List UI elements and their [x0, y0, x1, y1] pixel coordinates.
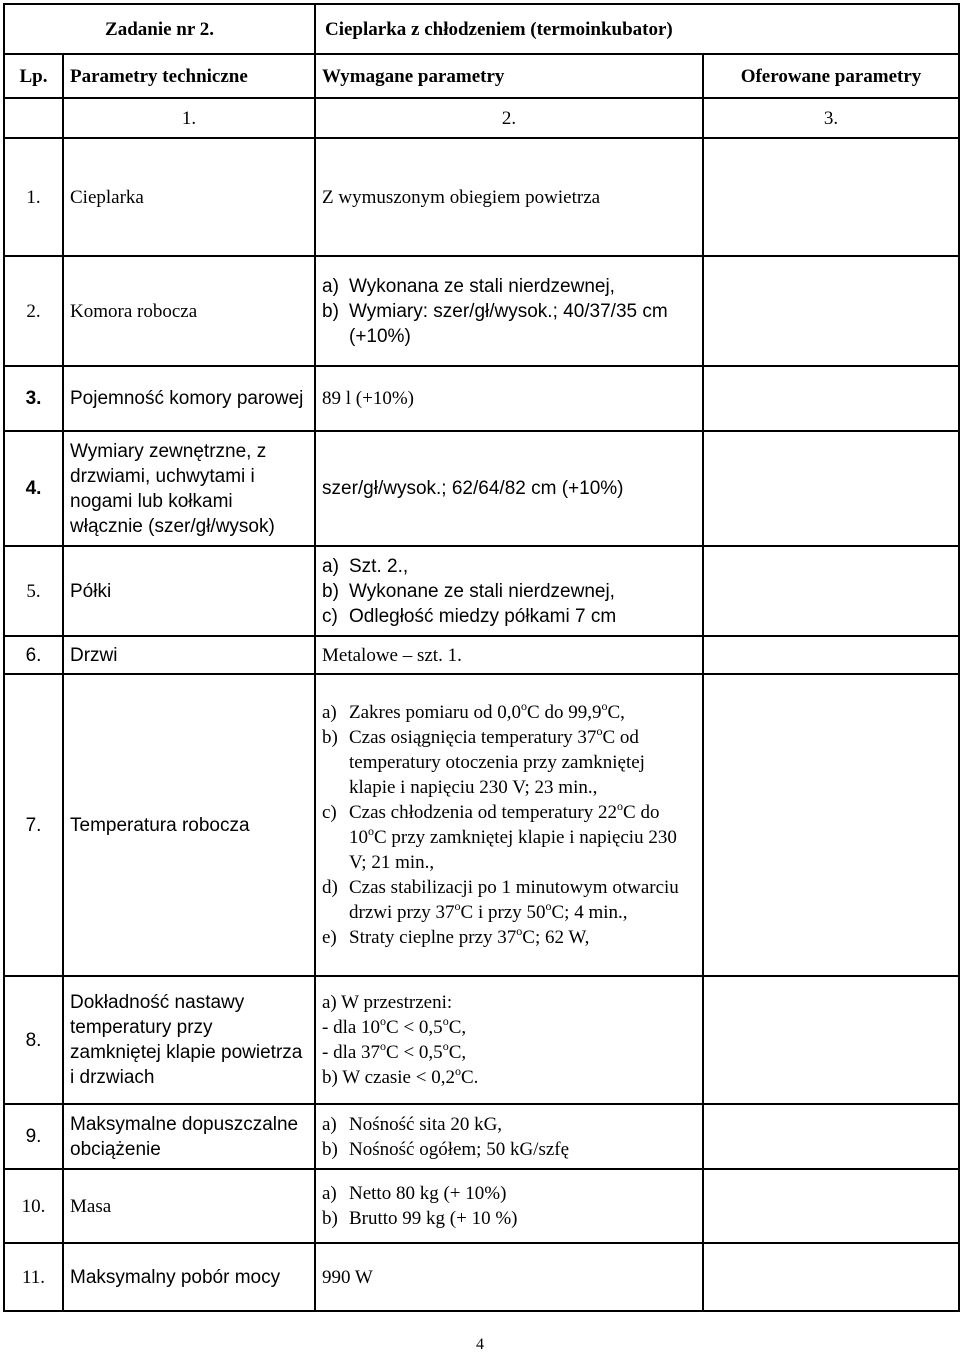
row-number: 10.	[4, 1169, 63, 1243]
list-item: e) Straty cieplne przy 37$^o$C; 62 W,	[322, 924, 590, 948]
list-item: d) Czas stabilizacji po 1 minutowym otwarciu drzwi przy 37$^o$C i przy 50$^o$C; 4 min.,	[322, 877, 679, 923]
table-row	[4, 636, 959, 674]
column-numbers-row	[4, 98, 959, 138]
col-number-blank	[4, 98, 63, 138]
row-param: Półki	[63, 546, 315, 636]
col-header-lp: Lp.	[4, 54, 63, 98]
table-row	[4, 674, 959, 976]
row-number: 2.	[4, 256, 63, 366]
table-row	[4, 1104, 959, 1169]
list-item: b) W czasie < $0,2^oC$.	[322, 1064, 479, 1088]
row-number: 5.	[4, 546, 63, 636]
device-title: Cieplarka z chłodzeniem (termoinkubator)	[315, 4, 959, 54]
row-offered[interactable]	[703, 546, 959, 636]
col-number-1: 1.	[63, 98, 315, 138]
row-offered[interactable]	[703, 138, 959, 256]
page-number: 4	[476, 1336, 484, 1353]
row-required: szer/gł/wysok.; 62/64/82 cm (+10%)	[315, 431, 703, 546]
row-number: 11.	[4, 1243, 63, 1311]
list-item: a) Zakres pomiaru od 0,0$^o$C do 99,9$^o$C,	[322, 699, 625, 723]
header-row	[4, 4, 959, 54]
row-param: Komora robocza	[63, 256, 315, 366]
row-param: Drzwi	[63, 636, 315, 674]
row-required	[315, 256, 703, 366]
row-param: Temperatura robocza	[63, 674, 315, 976]
row-number: 8.	[4, 976, 63, 1104]
list-item: a) W przestrzeni:	[322, 992, 453, 1013]
row-required: 990 W	[315, 1243, 703, 1311]
row-required: 89 l (+10%)	[315, 366, 703, 431]
required-list	[322, 274, 696, 349]
list-item: - dla $37^oC < 0,5^oC$,	[322, 1039, 467, 1063]
required-list	[322, 1112, 696, 1162]
row-number: 1.	[4, 138, 63, 256]
row-required	[315, 1104, 703, 1169]
list-item: a) Nośność sita 20 kG,	[322, 1113, 503, 1135]
list-item: b) Wykonane ze stali nierdzewnej,	[322, 580, 615, 602]
row-number: 6.	[4, 636, 63, 674]
list-item: c) Czas chłodzenia od temperatury 22$^o$C do 10$^o$C przy zamkniętej klapie i napięciu 230 V; 21 min.,	[322, 799, 677, 873]
row-number: 7.	[4, 674, 63, 976]
row-param: Maksymalny pobór mocy	[63, 1243, 315, 1311]
col-header-params: Parametry techniczne	[63, 54, 315, 98]
row-number: 4.	[4, 431, 63, 546]
list-item: a) Wykonana ze stali nierdzewnej,	[322, 275, 615, 297]
table-row	[4, 431, 959, 546]
required-list	[322, 1181, 696, 1231]
row-param: Pojemność komory parowej	[63, 366, 315, 431]
list-item: b) Brutto 99 kg (+ 10 %)	[322, 1208, 518, 1229]
row-offered[interactable]	[703, 256, 959, 366]
table-row	[4, 1169, 959, 1243]
row-offered[interactable]	[703, 1104, 959, 1169]
table-row	[4, 976, 959, 1104]
row-param: Maksymalne dopuszczalne obciążenie	[63, 1104, 315, 1169]
row-offered[interactable]	[703, 674, 959, 976]
row-param: Masa	[63, 1169, 315, 1243]
list-item: a) Szt. 2.,	[322, 555, 409, 577]
spec-table	[3, 3, 960, 1312]
table-row	[4, 138, 959, 256]
row-offered[interactable]	[703, 976, 959, 1104]
row-required	[315, 1169, 703, 1243]
column-headers-row	[4, 54, 959, 98]
table-row	[4, 546, 959, 636]
table-row	[4, 1243, 959, 1311]
list-item: - dla $10^oC < 0,5^oC$,	[322, 1014, 467, 1038]
list-item: b) Wymiary: szer/gł/wysok.; 40/37/35 cm (+10%)	[322, 300, 668, 347]
col-header-required: Wymagane parametry	[315, 54, 703, 98]
list-item: c) Odległość miedzy półkami 7 cm	[322, 605, 617, 627]
row-number: 9.	[4, 1104, 63, 1169]
list-item: b) Czas osiągnięcia temperatury 37$^o$C od temperatury otoczenia przy zamkniętej klapie i napięciu 230 V; 23 min.,	[322, 724, 645, 798]
col-number-3: 3.	[703, 98, 959, 138]
col-number-2: 2.	[315, 98, 703, 138]
row-offered[interactable]	[703, 366, 959, 431]
row-param: Cieplarka	[63, 138, 315, 256]
row-param: Dokładność nastawy temperatury przy zamkniętej klapie powietrza i drzwiach	[63, 976, 315, 1104]
table-row	[4, 366, 959, 431]
row-offered[interactable]	[703, 1169, 959, 1243]
list-item: a) Netto 80 kg (+ 10%)	[322, 1183, 507, 1204]
required-list	[322, 700, 696, 950]
row-param: Wymiary zewnętrzne, z drzwiami, uchwytami i nogami lub kołkami włącznie (szer/gł/wysok)	[63, 431, 315, 546]
required-list	[322, 554, 696, 629]
row-offered[interactable]	[703, 636, 959, 674]
row-required	[315, 546, 703, 636]
row-required: Metalowe – szt. 1.	[315, 636, 703, 674]
col-header-offered: Oferowane parametry	[703, 54, 959, 98]
row-offered[interactable]	[703, 431, 959, 546]
list-item: b) Nośność ogółem; 50 kG/szfę	[322, 1138, 570, 1160]
row-required	[315, 674, 703, 976]
task-number: Zadanie nr 2.	[4, 4, 315, 54]
row-number: 3.	[4, 366, 63, 431]
row-required	[315, 976, 703, 1104]
table-row	[4, 256, 959, 366]
row-required: Z wymuszonym obiegiem powietrza	[315, 138, 703, 256]
row-offered[interactable]	[703, 1243, 959, 1311]
